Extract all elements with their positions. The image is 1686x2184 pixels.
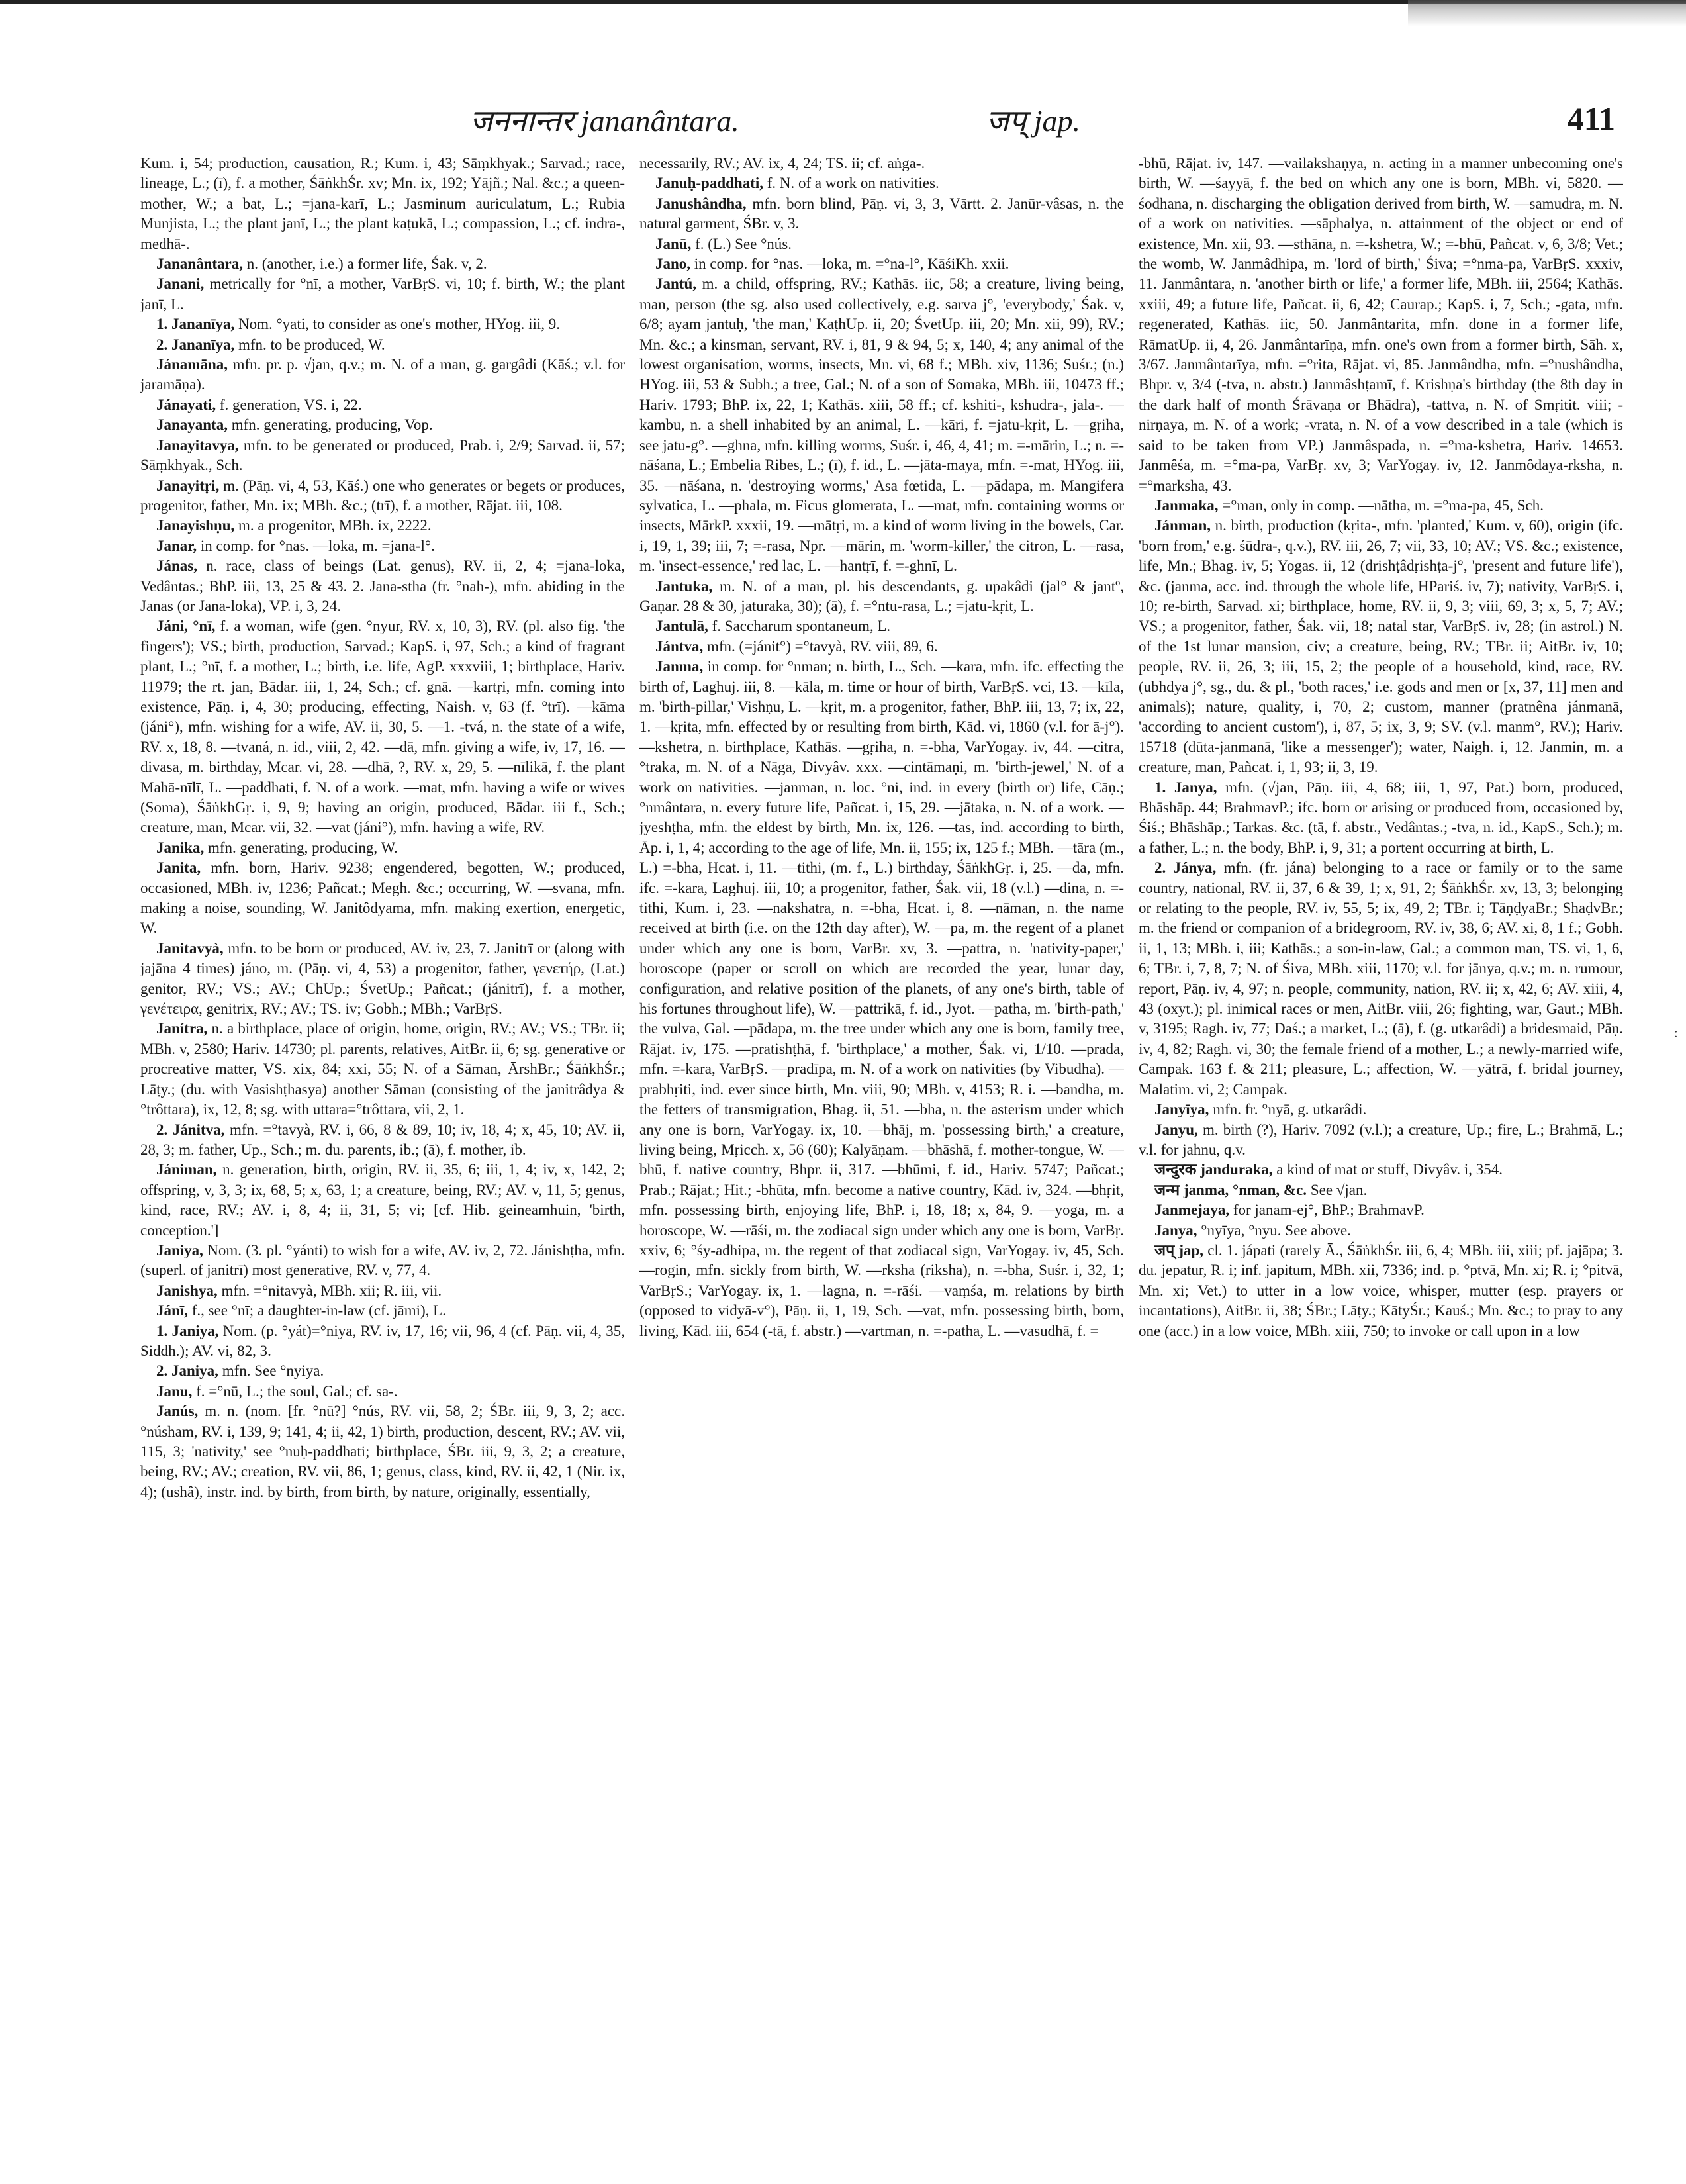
entry-definition: a kind of mat or stuff, Divyâv. i, 354. — [1276, 1161, 1503, 1178]
entry-definition: mfn. pr. p. √jan, q.v.; m. N. of a man, g. gargâdi (Kāś.; v.l. for jaramāṇa). — [140, 356, 625, 393]
entry-headword: Jánayati, — [156, 396, 216, 413]
entry-definition: f. a woman, wife (gen. °nyur, RV. x, 10, 3), RV. (pl. also fig. 'the fingers'); VS.; birth, production, Sarvad.; KapS. i, 97, Sch.; a kind of fragrant plant, L.; °nī, f. a mother, L.; birth, i.e. life, AgP. xxxviii, 1; birthplace, Hariv. 11979; the rt. jan, Bādar. iii, 1, 24, Sch.; cf. gnā. —kartṛi, mfn. coming into existence, Pāṇ. i, 4, 30; producing, effecting, Naish. v, 63 (f. °trī). —kāma (jáni°), mfn. wishing for a wife, AV. ii, 30, 5. —1. -tvá, n. the state of a wife, RV. x, 18, 8. —tvaná, n. id., viii, 2, 42. —dā, mfn. giving a wife, iv, 17, 16. —divasa, m. birthday, Mcar. vi, 28. —dhā, ?, RV. x, 29, 5. —nīlikā, f. the plant Mahā-nīlī, L. —paddhati, f. N. of a work. —mat, mfn. having a wife or wives (Soma), ŚāṅkhGṛ. i, 9, 9; having an origin, produced, Bādar. iii f., Sch.; creature, man, Mcar. vii, 32. —vat (jáni°), mfn. having a wife, RV. — [140, 618, 625, 836]
entry-definition: for janam-ej°, BhP.; BrahmavP. — [1233, 1202, 1425, 1219]
entry-headword: Jananântara, — [156, 256, 243, 273]
entry-definition: Nom. (p. °yát)=°niya, RV. iv, 17, 16; vii, 96, 4 (cf. Pāṇ. vii, 4, 35, Siddh.); AV. vi, 82, 3. — [140, 1322, 625, 1359]
dictionary-entry — [639, 173, 1124, 193]
entry-definition: mfn. fr. °nyā, g. utkarâdi. — [1213, 1101, 1367, 1118]
entry-headword: Janishya, — [156, 1282, 218, 1299]
entry-definition: m. a progenitor, MBh. ix, 2222. — [238, 517, 432, 534]
dictionary-entry — [1139, 1221, 1623, 1241]
running-head-left: जननान्तर jananântara. — [470, 104, 739, 138]
entry-definition: f. N. of a work on nativities. — [767, 175, 939, 192]
dictionary-entry — [140, 838, 625, 858]
entry-headword: Jánman, — [1154, 517, 1211, 534]
dictionary-entry — [140, 1281, 625, 1301]
dictionary-entry — [140, 1160, 625, 1241]
entry-definition: mfn. See °nyiya. — [222, 1362, 324, 1380]
entry-headword: Janayishṇu, — [156, 517, 235, 534]
dictionary-entry — [140, 1382, 625, 1401]
entry-definition: mfn. =°tavyà, RV. i, 66, 8 & 89, 10; iv, 18, 4; x, 45, 10; AV. ii, 28, 3; m. father, Up., Sch.; m. du. parents, ib.; (ā), f. mother, ib. — [140, 1121, 625, 1158]
entry-definition: n. birth, production (kṛita-, mfn. 'planted,' Kum. v, 60), origin (ifc. 'born from,' e.g. śūdra-, q.v.), RV. iii, 26, 7; vii, 33, 10; AV.; VS. &c.; existence, life, Mn.; Bhag. iv, 5; Yogas. ii, 12 (drishṭâdṛishṭa-j°, 'present and future life'), &c. (janma, acc. ind. through the whole life, HPariś. iv, 7); nativity, VarBṛS. i, 10; re-birth, Sarvad. xi; birthplace, home, RV. ii, 9, 3; viii, 69, 3; x, 5, 7; AV.; VS.; a progenitor, father, Śak. vii, 18; natal star, VarBṛS. iv, 28; (in astrol.) N. of the 1st lunar mansion, civ; a creature, being, RV.; TBr. ii; AitBr. iv, 10; people, RV. ii, 26, 3; iii, 15, 2; the people of a household, kind, race, RV. (ubhdya j°, sg., du. & pl., 'both races,' i.e. gods and men or [x, 37, 11] men and animals); nature, quality, i, 70, 2; custom, manner (pratnêna jánmanā, 'according to ancient custom'), i, 87, 5; ix, 3, 9; SV. (v.l. manm°, RV.); Hariv. 15718 (dūta-janmanā, 'like a messenger'); water, Naigh. i, 12. Janmin, m. a creature, man, Pañcat. i, 1, 93; ii, 3, 19. — [1139, 517, 1623, 776]
dictionary-entry — [639, 577, 1124, 617]
entry-definition: m. birth (?), Hariv. 7092 (v.l.); a creature, Up.; fire, L.; Brahmā, L.; v.l. for jahnu, q.v. — [1139, 1121, 1623, 1158]
entry-definition: mfn. born blind, Pāṇ. vi, 3, 3, Vārtt. 2. Janūr-vâsas, n. the natural garment, ŚBr. v, 3. — [639, 195, 1124, 232]
entry-definition: -bhū, Rājat. iv, 147. —vailakshaṇya, n. acting in a manner unbecoming one's birth, W. —śayyā, f. the bed on which any one is born, MBh. vi, 5820. —śodhana, n. discharging the obligation derived from birth, W. —samudra, m. N. of a work on nativities. —sāphalya, n. attainment of the object or end of existence, Mn. xii, 93. —sthāna, n. =-kshetra, W.; =-bhū, Pañcat. v, 6, 3/8; Vet.; the womb, W. Janmâdhipa, m. 'lord of birth,' Śiva; =°nma-pa, VarBṛS. xxxiv, 11. Janmântara, n. 'another birth or life,' a former life, MBh. iii, 2564; Kathās. xxiii, 49; a future life, Pañcat. ii, 6, 42; Caurap.; KapS. i, 7, Sch.; -gata, mfn. regenerated, Kathās. iic, 50. Janmântarita, mfn. done in a former life, RāmatUp. ii, 4, 26. Janmântarīṇa, mfn. one's own from a former birth, Sāh. x, 3/67. Janmântarīya, mfn. =°rita, Rājat. vi, 85. Janmândha, mfn. =°nushândha, Bhpr. v, 3/4 (-tva, n. abstr.) Janmâshṭamī, f. Krishṇa's birthday (the 8th day in the dark half of month Śrāvaṇa or Bhādra), -tattva, n. N. of Smṛitit. viii; -nirṇaya, m. N. of a work; -vrata, n. N. of a vow described in a tale (which is said to be taken from VP.) Janmâspada, n. =°ma-kshetra, Hariv. 14653. Janmêśa, m. =°ma-pa, VarBṛ. xv, 3; VarYogay. iv, 12. Janmôdaya-rksha, n. =°marksha, 43. — [1139, 155, 1623, 494]
entry-definition: Nom. (3. pl. °yánti) to wish for a wife, AV. iv, 2, 72. Jánishṭha, mfn. (superl. of janitrī) most generative, RV. v, 77, 4. — [140, 1241, 625, 1279]
entry-headword: Jánamāna, — [156, 356, 228, 373]
dictionary-entry — [140, 436, 625, 476]
dictionary-entry — [140, 939, 625, 1020]
dictionary-entry — [140, 1019, 625, 1119]
entry-headword: Janayitṛi, — [156, 477, 220, 494]
dictionary-entry — [140, 1301, 625, 1321]
entry-definition: mfn. (=jánit°) =°tavyà, RV. viii, 89, 6. — [706, 638, 938, 655]
entry-headword: Jáni, °nī, — [156, 618, 216, 635]
entry-headword: Jantú, — [655, 275, 696, 293]
entry-headword: 1. Janiya, — [156, 1322, 219, 1339]
entry-definition: mfn. (fr. jána) belonging to a race or family or to the same country, national, RV. ii, 37, 6 & 39, 1; x, 91, 2; ŚāṅkhŚr. xv, 13, 3; belonging or relating to the people, RV. iv, 55, 5; ix, 49, 2; TBr. i; TāṇḍyaBr.; ShaḍvBr.; m. the friend or companion of a bridegroom, RV. iv, 38, 6; AV. xi, 8, 1 f.; Gobh. ii, 1, 13; MBh. i, iii; Kathās.; a son-in-law, Gal.; a common man, TS. vi, 1, 6, 6; TBr. i, 7, 8, 7; N. of Śiva, MBh. xiii, 1170; v.l. for jānya, q.v.; m. n. rumour, report, Pāṇ. iv, 4, 97; n. people, community, nation, RV. ii; x, 42, 6; AV. xiii, 4, 43 (oxyt.); pl. inimical races or men, AitBr. viii, 26; fighting, war, Gaut.; MBh. v, 3195; Ragh. iv, 77; Daś.; a market, L.; (ā), f. (g. utkarâdi) a bridesmaid, Pāṇ. iv, 4, 82; Ragh. vi, 30; the female friend of a mother, L.; a newly-married wife, Campak. 163 f. & 211; pleasure, L.; affection, W. —yātrā, f. bridal journey, Malatim. vi, 2; Campak. — [1139, 859, 1623, 1098]
dictionary-entry — [1139, 778, 1623, 859]
entry-headword: Jániman, — [156, 1161, 217, 1178]
entry-definition: mfn. (√jan, Pāṇ. iii, 4, 68; iii, 1, 97, Pat.) born, produced, Bhāshāp. 44; BrahmavP.; ifc. born or arising or produced from, occasioned by, Śiś.; Bhāshāp.; Tarkas. &c. (tā, f. abstr., Vedântas.; -tva, n. id., KapS., Sch.); m. a father, L.; n. the body, BhP. i, 9, 31; a portent occurring at birth, L. — [1139, 779, 1623, 856]
entry-definition: =°man, only in comp. —nātha, m. =°ma-pa, 45, Sch. — [1222, 497, 1544, 514]
dictionary-page — [140, 154, 1623, 2153]
entry-headword: जन्म janma, °nman, &c. — [1154, 1181, 1307, 1198]
dictionary-entry — [140, 274, 625, 314]
dictionary-entry — [639, 194, 1124, 234]
dictionary-entry — [1139, 1241, 1623, 1341]
entry-definition: mfn. to be generated or produced, Prab. i, 2/9; Sarvad. ii, 57; Sāṃkhyak., Sch. — [140, 436, 625, 474]
dictionary-entry — [1139, 516, 1623, 777]
entry-headword: Janushândha, — [655, 195, 747, 212]
dictionary-entry — [1139, 1160, 1623, 1180]
entry-headword: Janita, — [156, 859, 201, 877]
dictionary-entry — [140, 254, 625, 274]
entry-headword: Janayitavya, — [156, 436, 239, 453]
entry-headword: जप् jap, — [1154, 1241, 1204, 1258]
entry-definition: n. a birthplace, place of origin, home, origin, RV.; AV.; VS.; TBr. ii; MBh. v, 2580; Hariv. 14730; pl. parents, relatives, AitBr. ii, 6; sg. generative or procreative matter, VS. xix, 84; xxi, 55; N. of a Sāman, ĀrshBr.; ŚāṅkhŚr.; Lāṭy.; (du. with Vasishṭhasya) another Sāman (consisting of the janitrâdya & °trôttara), ix, 12, 8; sg. with uttara=°trôttara, vii, 2, 1. — [140, 1020, 625, 1118]
entry-definition: necessarily, RV.; AV. ix, 4, 24; TS. ii; cf. aṅga-. — [639, 155, 925, 171]
dictionary-entry — [140, 1120, 625, 1161]
entry-definition: in comp. for °nas. —loka, m. =jana-l°. — [200, 537, 435, 554]
dictionary-entry — [140, 1321, 625, 1362]
column-left — [140, 154, 625, 2153]
entry-definition: f. Saccharum spontaneum, L. — [712, 618, 891, 635]
entry-definition: n. generation, birth, origin, RV. ii, 35, 6; iii, 1, 4; iv, x, 142, 2; offspring, v, 3, 3; ix, 68, 5; x, 63, 1; a creature, being, RV.; AV. v, 11, 5; genus, kind, race, RV.; AV. i, 8, 4; ii, 31, 5; vi; [cf. Hib. geineamhuin, 'birth, conception.'] — [140, 1161, 625, 1239]
column-right — [1139, 154, 1623, 2153]
dictionary-entry — [140, 476, 625, 516]
entry-definition: mfn. to be produced, W. — [238, 336, 385, 353]
entry-headword: 1. Janya, — [1154, 779, 1217, 796]
entry-headword: Janitavyà, — [156, 939, 224, 957]
entry-headword: Janu, — [156, 1382, 193, 1400]
entry-headword: जन्दुरक janduraka, — [1154, 1161, 1273, 1178]
dictionary-entry — [140, 556, 625, 616]
entry-headword: 2. Jánitva, — [156, 1121, 225, 1138]
entry-headword: Janús, — [156, 1403, 199, 1420]
dictionary-entry — [1139, 1100, 1623, 1119]
entry-headword: Jánī, — [156, 1302, 188, 1319]
column-middle — [639, 154, 1124, 2153]
entry-definition: See √jan. — [1310, 1181, 1368, 1198]
dictionary-entry — [140, 616, 625, 837]
entry-headword: Janítra, — [156, 1020, 208, 1037]
entry-headword: Janayanta, — [156, 416, 228, 434]
entry-headword: Janmaka, — [1154, 497, 1219, 514]
dictionary-entry — [1139, 1200, 1623, 1220]
entry-headword: 2. Jánya, — [1154, 859, 1217, 877]
entry-definition: Nom. °yati, to consider as one's mother, HYog. iii, 9. — [238, 316, 561, 333]
dictionary-entry — [639, 657, 1124, 1341]
entry-definition: n. (another, i.e.) a former life, Śak. v, 2. — [246, 256, 487, 273]
entry-definition: f., see °nī; a daughter-in-law (cf. jāmi), L. — [191, 1302, 446, 1319]
dictionary-entry — [1139, 1120, 1623, 1161]
entry-definition: in comp. for °nas. —loka, m. =°na-l°, KāśiKh. xxii. — [694, 256, 1009, 273]
dictionary-entry — [140, 1401, 625, 1502]
entry-headword: Jántva, — [655, 638, 704, 655]
entry-headword: Janū, — [655, 235, 692, 252]
page-number: 411 — [1567, 100, 1615, 137]
entry-headword: 2. Jananīya, — [156, 336, 235, 353]
entry-headword: Janma, — [655, 658, 704, 675]
entry-headword: Janyīya, — [1154, 1101, 1209, 1118]
dictionary-entry — [140, 536, 625, 556]
dictionary-entry — [140, 335, 625, 355]
entry-definition: f. generation, VS. i, 22. — [219, 396, 362, 413]
entry-headword: 2. Janiya, — [156, 1362, 218, 1380]
dictionary-entry — [140, 858, 625, 939]
entry-definition: °nyīya, °nyu. See above. — [1201, 1221, 1351, 1239]
entry-headword: Janmejaya, — [1154, 1202, 1230, 1219]
entry-headword: Jantulā, — [655, 618, 708, 635]
page-header — [86, 99, 1615, 146]
entry-headword: Janya, — [1154, 1221, 1197, 1239]
dictionary-entry — [140, 1241, 625, 1281]
entry-headword: Janyu, — [1154, 1121, 1198, 1138]
entry-headword: Janiya, — [156, 1241, 203, 1258]
entry-definition: m. N. of a man, pl. his descendants, g. upakâdi (jal° & jantº, Gaṇar. 28 & 30, jaturaka, 30); (ā), f. =°ntu-rasa, L.; =jatu-kṛit, L. — [639, 577, 1124, 614]
dictionary-entry — [1139, 154, 1623, 496]
scan-shade — [1408, 0, 1686, 26]
entry-definition: f. =°nū, L.; the soul, Gal.; cf. sa-. — [196, 1382, 398, 1400]
entry-headword: Janika, — [156, 839, 205, 856]
entry-definition: mfn. generating, producing, Vop. — [231, 416, 433, 434]
entry-definition: metrically for °nī, a mother, VarBṛS. vi, 10; f. birth, W.; the plant janī, L. — [140, 275, 625, 312]
entry-definition: n. race, class of beings (Lat. genus), RV. ii, 2, 4; =jana-loka, Vedântas.; BhP. iii, 13, 25 & 43. 2. Jana-stha (fr. °nah-), mfn. abiding in the Janas (or Jana-loka), VP. i, 3, 24. — [140, 557, 625, 614]
entry-definition: m. (Pāṇ. vi, 4, 53, Kāś.) one who generates or begets or produces, progenitor, father, Mn. ix; MBh. &c.; (trī), f. a mother, Rājat. iii, 108. — [140, 477, 625, 514]
dictionary-entry — [1139, 496, 1623, 516]
entry-definition: mfn. born, Hariv. 9238; engendered, begotten, W.; produced, occasioned, MBh. iv, 1236; Pañcat.; Megh. &c.; occurring, W. —svana, mfn. making a noise, sounding, W. Janitôdyama, mfn. making exertion, energetic, W. — [140, 859, 625, 937]
entry-definition: mfn. generating, producing, W. — [207, 839, 398, 856]
dictionary-entry — [639, 154, 1124, 173]
entry-definition: f. (L.) See °nús. — [695, 235, 792, 252]
dictionary-entry — [140, 1361, 625, 1381]
dictionary-entry — [140, 355, 625, 395]
dictionary-entry — [639, 616, 1124, 636]
entry-headword: Januḥ-paddhati, — [655, 175, 763, 192]
running-head-center: जप् jap. — [986, 104, 1081, 138]
dictionary-entry — [639, 637, 1124, 657]
entry-headword: 1. Jananīya, — [156, 316, 235, 333]
entry-definition: m. n. (nom. [fr. °nū?] °nús, RV. vii, 58, 2; ŚBr. iii, 9, 3, 2; acc. °núsham, RV. i, 139, 9; 141, 4; ii, 42, 1) birth, production, descent, RV.; AV. vii, 115, 3; 'nativity,' see °nuḥ-paddhati; birthplace, ŚBr. iii, 9, 3, 2; a creature, being, RV.; AV.; creation, RV. vii, 86, 1; genus, class, kind, RV. ii, 42, 1 (Nir. ix, 4); (ushâ), instr. ind. by birth, from birth, by nature, originally, essentially, — [140, 1403, 625, 1500]
dictionary-entry — [140, 395, 625, 415]
dictionary-entry — [639, 274, 1124, 576]
entry-definition: cl. 1. jápati (rarely Ā., ŚāṅkhŚr. iii, 6, 4; MBh. iii, xiii; pf. jajāpa; 3. du. jepatur, R. i; inf. japitum, MBh. xii, 7336; ind. p. °ptvā, Mn. xi; R. i; °pitvā, Mn. xi; Vet.) to utter in a low voice, whisper, mutter (esp. prayers or incantations), AitBr. ii, 38; ŚBr.; Lāṭy.; KātyŚr.; Kauś.; Mn. &c.; to pray to any one (acc.) in a low voice, MBh. xiii, 750; to invoke or call upon in a low — [1139, 1241, 1623, 1339]
entry-headword: Jánas, — [156, 557, 197, 575]
dictionary-entry — [140, 314, 625, 334]
entry-headword: Janar, — [156, 537, 197, 554]
dictionary-entry — [140, 154, 625, 254]
dictionary-entry — [639, 234, 1124, 254]
entry-definition: in comp. for °nman; n. birth, L., Sch. —kara, mfn. ifc. effecting the birth of, Laghuj. iii, 8. —kāla, m. time or hour of birth, VarBṛS. vci, 13. —kīla, m. 'birth-pillar,' Vishṇu, L. —kṛit, m. a progenitor, father, BhP. iii, 13, 7; ix, 22, 1. —kṛita, mfn. effected by or resulting from birth, Kād. vi, 1860 (v.l. for ā-j°). —kshetra, n. birthplace, Kathās. —gṛiha, n. =-bha, VarYogay. iv, 44. —citra, °traka, m. N. of a Nāga, Divyâv. xxx. —cintāmaṇi, m. 'birth-jewel,' N. of a work on nativities. —janman, n. loc. °ni, ind. in every (birth or) life, Cāṇ.; °nmântara, n. every future life, Pañcat. i, 15, 29. —jātaka, n. N. of a work. —jyeshṭha, mfn. the eldest by birth, Mn. ix, 126. —tas, ind. according to birth, Āp. i, 1, 4; according to the age of life, Mn. ii, 155; ix, 125 f.; MBh. —tāra (m., L.) =-bha, Hcat. i, 11. —tithi, (m. f., L.) birthday, ŚāṅkhGṛ. i, 25. —da, mfn. ifc. =-kara, Laghuj. iii, 10; a progenitor, father, Śak. vii, 18 (v.l.) —dina, n. =-tithi, Kum. i, 23. —nakshatra, n. =-bha, Hcat. i, 8. —nāman, n. the name received at birth (i.e. on the 12th day after), W. —pa, m. the regent of a planet under which any one is born, VarBr. xv, 3. —pattra, n. 'nativity-paper,' horoscope (paper or scroll on which are recorded the year, lunar day, configuration, and relative position of the planets, of any one's birth, table of his fortunes throughout life), W. —pattrikā, f. id., Jyot. —patha, m. 'birth-path,' the vulva, Gal. —pādapa, m. the tree under which any one is born, family tree, Rājat. iv, 175. —pratishṭhā, f. 'birthplace,' a mother, Śak. vi, 1/10. —prada, mfn. =-kara, VarBṛS. —pradīpa, m. N. of a work on nativities (by Vibudha). —prabhṛiti, ind. ever since birth, Mn. viii, 90; MBh. v, 4153; R. i. —bandha, m. the fetters of transmigration, Bhag. ii, 51. —bha, n. the asterism under which any one is born, VarYogay. ix, 10. —bhāj, m. 'possessing birth,' a creature, living being, Mṛicch. x, 56 (60); Kalyāṇam. —bhāshā, f. mother-tongue, W. —bhū, f. native country, Bhpr. ii, 317. —bhūmi, f. id., Hariv. 5747; Pañcat.; Prab.; Rājat.; Hit.; -bhūta, mfn. become a native country, Kād. iv, 324. —bhṛit, mfn. possessing birth, enjoying life, BhP. i, 18, 18; x, 84, 9. —yoga, m. a horoscope, W. —rāśi, m. the zodiacal sign under which any one is born, VarBṛ. xxiv, 6; °śy-adhipa, m. the regent of that zodiacal sign, VarYogay. iv, 45, Sch. —rogin, mfn. sickly from birth, W. —rksha (riksha), n. =-bha, Suśr. i, 32, 1; VarBṛS.; VarYogay. ix, 1. —lagna, n. =-rāśi. —vaṃśa, m. relations by birth (opposed to vidyā-v°), Pāṇ. ii, 1, 19, Sch. —vat, mfn. possessing birth, born, living, Kād. iii, 654 (-tā, f. abstr.) —vartman, n. =-patha, L. —vasudhā, f. = — [639, 658, 1124, 1339]
entry-definition: m. a child, offspring, RV.; Kathās. iic, 58; a creature, living being, man, person (the sg. also used collectively, e.g. sarva j°, 'everybody,' Śak. v, 6/8; ayam jantuḥ, 'the man,' KaṭhUp. ii, 20; ŚvetUp. iii, 20; Mn. xii, 99), RV.; Mn. &c.; a kinsman, servant, RV. i, 81, 9 & 94, 5; x, 140, 4; any animal of the lowest organisation, worms, insects, Mn. vi, 68 f.; MBh. xiv, 1136; Suśr.; (n.) HYog. iii, 53 & Subh.; a tree, Gal.; N. of a son of Somaka, MBh. iii, 10473 ff.; Hariv. 1793; BhP. ix, 22, 1; Kathās. xiii, 58 ff.; cf. kshiti-, kshudra-, jala-. —kambu, n. a shell inhabited by an animal, L. —kāri, f. =jatu-kṛit, L. —gṛiha, see jatu-g°. —ghna, mfn. killing worms, Suśr. i, 46, 4, 41; m. =-mārin, L.; n. =-nāśana, L.; Embelia Ribes, L.; (ī), f. id., L. —jāta-maya, mfn. =-mat, HYog. iii, 35. —nāśana, n. 'destroying worms,' Asa fœtida, L. —pādapa, m. Mangifera sylvatica, L. —phala, m. Ficus glomerata, L. —mat, mfn. containing worms or insects, MārkP. xxxii, 19. —mātṛi, m. a kind of worm living in the bowels, Car. i, 19, 1, 39; iii, 7; =-rasa, Npr. —mārin, m. 'worm-killer,' the citron, L. —rasa, m. 'insect-essence,' red lac, L. —hantṛī, f. =-ghnī, L. — [639, 275, 1124, 575]
entry-definition: mfn. to be born or produced, AV. iv, 23, 7. Janitrī or (along with jajāna 4 times) jáno, m. (Pāṇ. vi, 4, 53) a progenitor, father, γενετήρ, (Lat.) genitor, RV.; VS.; AV.; ChUp.; ŚvetUp.; Pañcat.; (jánitrī), f. a mother, γενέτειρα, genitrix, RV.; AV.; TS. iv; Gobh.; MBh.; VarBṛS. — [140, 939, 625, 1018]
entry-headword: Jano, — [655, 256, 691, 273]
dictionary-entry — [639, 254, 1124, 274]
dictionary-entry — [140, 415, 625, 435]
dictionary-entry — [1139, 1180, 1623, 1200]
entry-headword: Janani, — [156, 275, 205, 293]
margin-mark: : — [1674, 1026, 1678, 1041]
dictionary-entry — [1139, 858, 1623, 1100]
entry-definition: Kum. i, 54; production, causation, R.; Kum. i, 43; Sāṃkhyak.; Sarvad.; race, lineage, L.; (ī), f. a mother, ŚāṅkhŚr. xv; Mn. ix, 192; Yājñ.; Nal. &c.; a queen-mother, W.; a bat, L.; =jana-karī, L.; Jasminum auriculatum, L.; Rubia Munjista, L.; the plant janī, L.; the plant kaṭukā, L.; compassion, L.; cf. indra-, medhā-. — [140, 155, 625, 252]
entry-definition: mfn. =°nitavyà, MBh. xii; R. iii, vii. — [221, 1282, 442, 1299]
dictionary-entry — [140, 516, 625, 536]
entry-headword: Jantuka, — [655, 577, 713, 594]
